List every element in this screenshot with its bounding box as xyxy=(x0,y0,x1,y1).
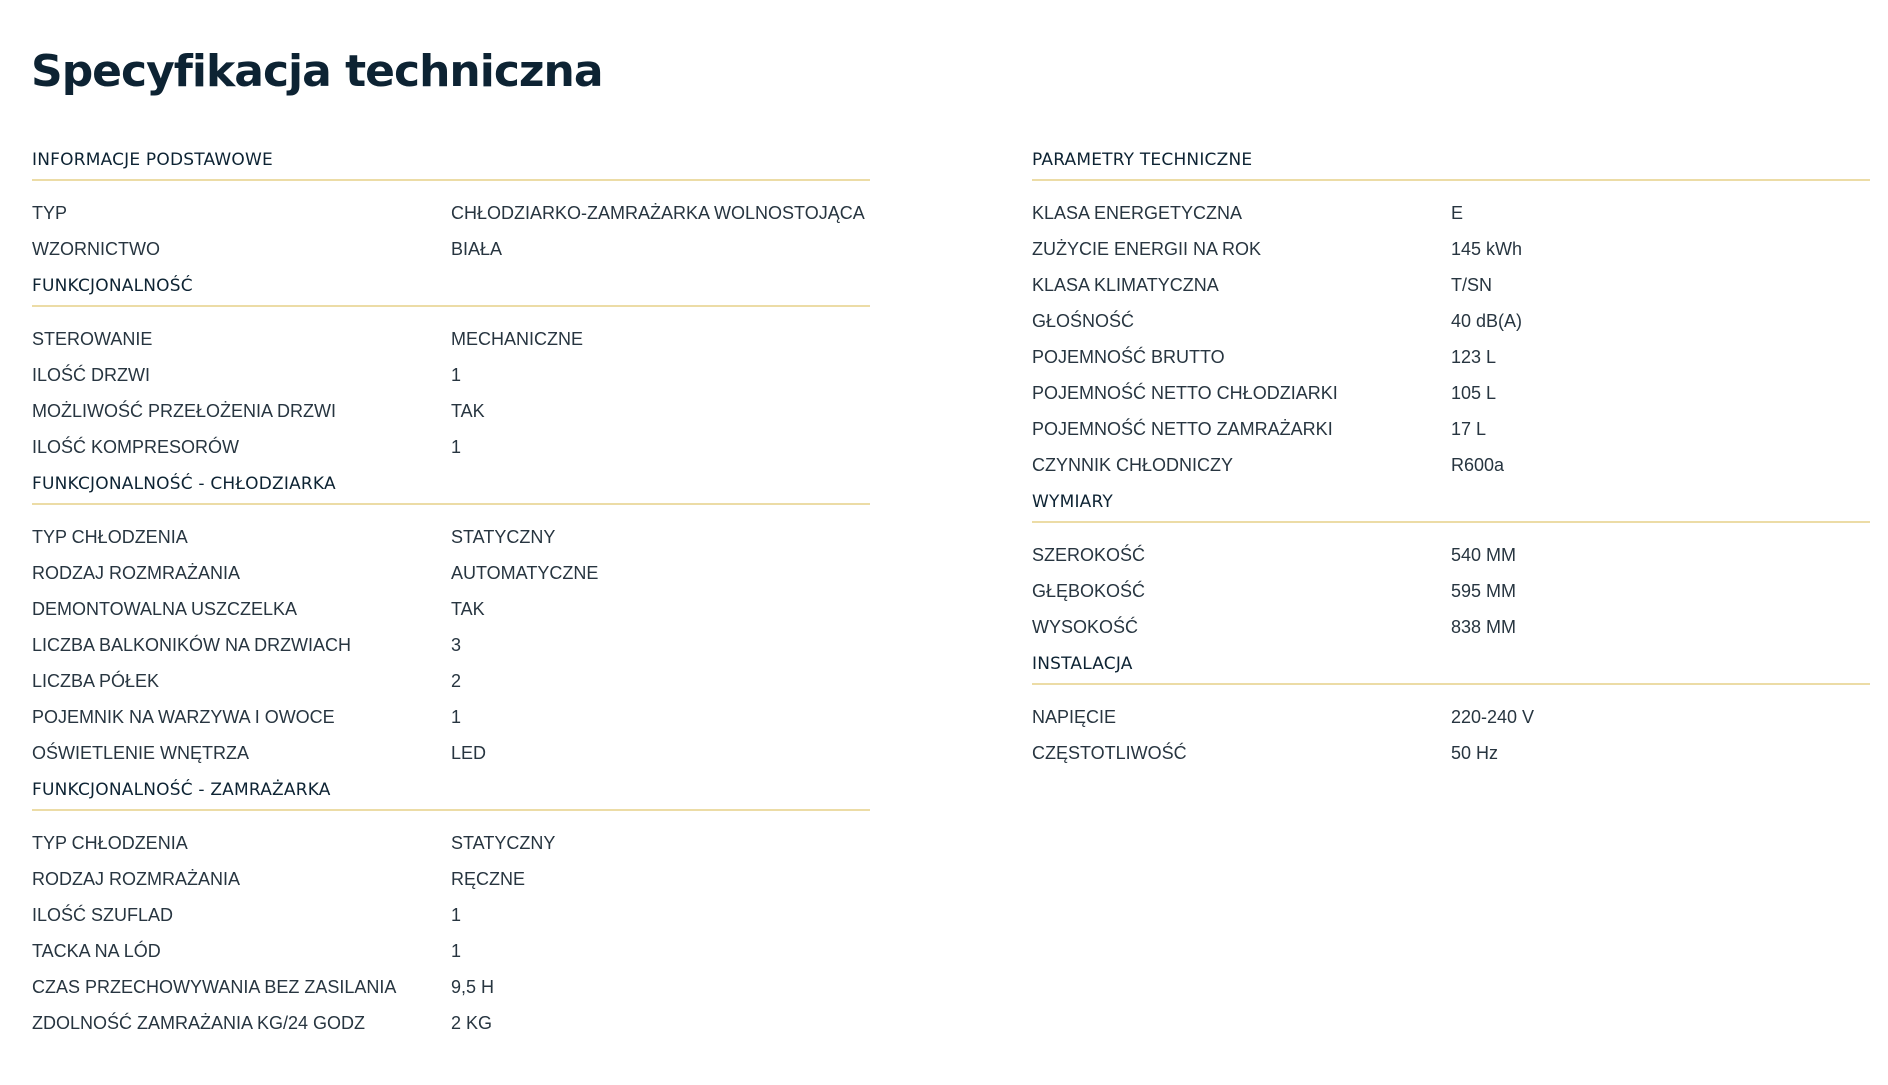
spec-value: RĘCZNE xyxy=(451,869,526,889)
spec-row xyxy=(32,735,870,771)
spec-section-funkcjonalnosc-chlodziarka xyxy=(32,471,870,771)
spec-value: BIAŁA xyxy=(451,239,503,259)
spec-row xyxy=(32,699,870,735)
spec-label: LICZBA PÓŁEK xyxy=(32,671,160,691)
spec-value: TAK xyxy=(451,599,485,619)
spec-row xyxy=(32,825,870,861)
spec-section-instalacja xyxy=(1032,651,1870,771)
section-heading: WYMIARY xyxy=(1032,489,1870,523)
spec-value: 50 Hz xyxy=(1451,743,1499,763)
spec-value: T/SN xyxy=(1451,275,1493,295)
spec-row xyxy=(32,1005,870,1041)
spec-value: 145 kWh xyxy=(1451,239,1523,259)
spec-label: OŚWIETLENIE WNĘTRZA xyxy=(32,743,250,763)
spec-value: STATYCZNY xyxy=(451,527,556,547)
spec-value: 1 xyxy=(451,941,462,961)
spec-label: TYP CHŁODZENIA xyxy=(32,527,188,547)
spec-value: CHŁODZIARKO-ZAMRAŻARKA WOLNOSTOJĄCA xyxy=(451,203,865,223)
section-heading: FUNKCJONALNOŚĆ - ZAMRAŻARKA xyxy=(32,777,870,811)
spec-row xyxy=(32,591,870,627)
spec-label: TACKA NA LÓD xyxy=(32,941,161,961)
spec-row xyxy=(32,861,870,897)
spec-value: 105 L xyxy=(1451,383,1497,403)
spec-section-funkcjonalnosc xyxy=(32,273,870,465)
spec-section-informacje-podstawowe xyxy=(32,147,870,267)
spec-label: NAPIĘCIE xyxy=(1032,707,1117,727)
spec-label: GŁĘBOKOŚĆ xyxy=(1032,581,1146,601)
spec-label: TYP CHŁODZENIA xyxy=(32,833,188,853)
spec-value: E xyxy=(1451,203,1464,223)
spec-row xyxy=(32,321,870,357)
spec-value: 2 xyxy=(451,671,462,691)
spec-label: CZĘSTOTLIWOŚĆ xyxy=(1032,743,1187,763)
spec-row xyxy=(32,519,870,555)
section-heading: PARAMETRY TECHNICZNE xyxy=(1032,147,1870,181)
section-heading: FUNKCJONALNOŚĆ xyxy=(32,273,870,307)
spec-value: 17 L xyxy=(1451,419,1487,439)
spec-row xyxy=(32,627,870,663)
spec-row xyxy=(1032,267,1870,303)
spec-row xyxy=(1032,699,1870,735)
spec-row xyxy=(32,195,870,231)
spec-value: 1 xyxy=(451,905,462,925)
spec-list xyxy=(32,519,870,771)
spec-label: LICZBA BALKONIKÓW NA DRZWIACH xyxy=(32,635,352,655)
spec-row xyxy=(1032,231,1870,267)
spec-value: 123 L xyxy=(1451,347,1497,367)
spec-label: RODZAJ ROZMRAŻANIA xyxy=(32,563,241,583)
spec-value: TAK xyxy=(451,401,485,421)
spec-row xyxy=(1032,375,1870,411)
spec-label: POJEMNOŚĆ NETTO ZAMRAŻARKI xyxy=(1032,419,1333,439)
spec-value: MECHANICZNE xyxy=(451,329,584,349)
spec-label: POJEMNOŚĆ BRUTTO xyxy=(1032,347,1225,367)
spec-value: 540 MM xyxy=(1451,545,1517,565)
spec-row xyxy=(1032,339,1870,375)
spec-label: MOŻLIWOŚĆ PRZEŁOŻENIA DRZWI xyxy=(32,401,337,421)
spec-label: RODZAJ ROZMRAŻANIA xyxy=(32,869,241,889)
spec-label: ZUŻYCIE ENERGII NA ROK xyxy=(1032,239,1262,259)
spec-label: CZYNNIK CHŁODNICZY xyxy=(1032,455,1234,475)
spec-value: 220-240 V xyxy=(1451,707,1535,727)
spec-list xyxy=(1032,537,1870,645)
right-column xyxy=(1032,147,1870,777)
spec-label: SZEROKOŚĆ xyxy=(1032,545,1146,565)
spec-row xyxy=(1032,573,1870,609)
section-heading: INSTALACJA xyxy=(1032,651,1870,685)
spec-section-wymiary xyxy=(1032,489,1870,645)
spec-row xyxy=(32,897,870,933)
spec-value: R600a xyxy=(1451,455,1505,475)
spec-label: CZAS PRZECHOWYWANIA BEZ ZASILANIA xyxy=(32,977,397,997)
spec-value: AUTOMATYCZNE xyxy=(451,563,599,583)
spec-row xyxy=(32,357,870,393)
spec-section-funkcjonalnosc-zamrazarka xyxy=(32,777,870,1041)
spec-row xyxy=(1032,447,1870,483)
spec-label: WYSOKOŚĆ xyxy=(1032,617,1139,637)
spec-row xyxy=(1032,609,1870,645)
spec-value: 1 xyxy=(451,707,462,727)
spec-value: 838 MM xyxy=(1451,617,1517,637)
spec-value: 3 xyxy=(451,635,462,655)
page-title: Specyfikacja techniczna xyxy=(31,46,603,97)
spec-row xyxy=(32,393,870,429)
spec-row xyxy=(32,429,870,465)
spec-label: GŁOŚNOŚĆ xyxy=(1032,311,1135,331)
spec-list xyxy=(1032,699,1870,771)
spec-list xyxy=(32,321,870,465)
spec-label: POJEMNIK NA WARZYWA I OWOCE xyxy=(32,707,335,727)
section-heading: FUNKCJONALNOŚĆ - CHŁODZIARKA xyxy=(32,471,870,505)
spec-row xyxy=(32,969,870,1005)
spec-label: STEROWANIE xyxy=(32,329,153,349)
spec-label: KLASA ENERGETYCZNA xyxy=(1032,203,1243,223)
spec-row xyxy=(1032,303,1870,339)
spec-list xyxy=(32,195,870,267)
spec-label: ZDOLNOŚĆ ZAMRAŻANIA KG/24 GODZ xyxy=(32,1013,366,1033)
spec-label: WZORNICTWO xyxy=(32,239,160,259)
spec-label: ILOŚĆ KOMPRESORÓW xyxy=(32,437,240,457)
spec-value: 9,5 H xyxy=(451,977,495,997)
section-heading: INFORMACJE PODSTAWOWE xyxy=(32,147,870,181)
spec-row xyxy=(32,663,870,699)
spec-label: POJEMNOŚĆ NETTO CHŁODZIARKI xyxy=(1032,383,1338,403)
spec-row xyxy=(1032,195,1870,231)
spec-label: ILOŚĆ DRZWI xyxy=(32,365,151,385)
spec-label: DEMONTOWALNA USZCZELKA xyxy=(32,599,298,619)
spec-label: TYP xyxy=(32,203,68,223)
spec-value: STATYCZNY xyxy=(451,833,556,853)
spec-value: 40 dB(A) xyxy=(1451,311,1523,331)
spec-list xyxy=(32,825,870,1041)
spec-list xyxy=(1032,195,1870,483)
spec-value: LED xyxy=(451,743,487,763)
spec-row xyxy=(32,231,870,267)
spec-row xyxy=(1032,735,1870,771)
spec-label: KLASA KLIMATYCZNA xyxy=(1032,275,1219,295)
spec-label: ILOŚĆ SZUFLAD xyxy=(32,905,174,925)
spec-row xyxy=(1032,537,1870,573)
spec-row xyxy=(1032,411,1870,447)
left-column xyxy=(32,147,870,1047)
spec-row xyxy=(32,555,870,591)
spec-value: 1 xyxy=(451,437,462,457)
spec-value: 2 KG xyxy=(451,1013,493,1033)
spec-row xyxy=(32,933,870,969)
spec-value: 1 xyxy=(451,365,462,385)
spec-section-parametry-techniczne xyxy=(1032,147,1870,483)
spec-value: 595 MM xyxy=(1451,581,1517,601)
